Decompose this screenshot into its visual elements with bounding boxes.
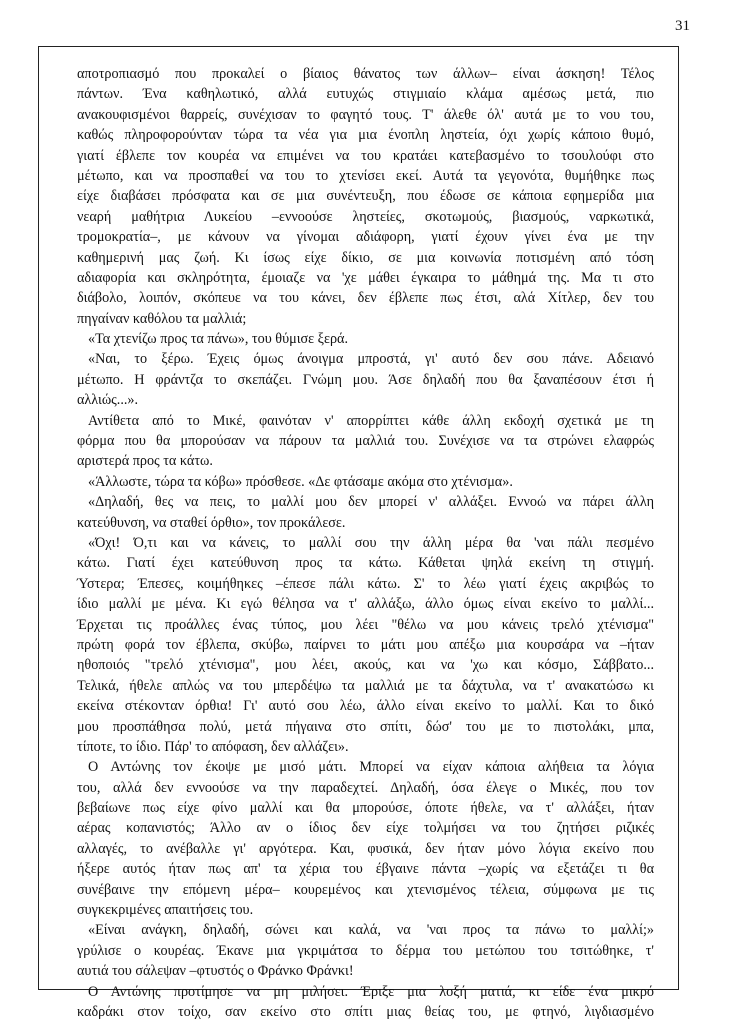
text-line: ανακουφισμένοι θαρρείς, συνέχισαν το φαγητό τους. Τ' άλεθε όλ' αυτά με το νου του, (77, 106, 654, 123)
text-line: πρώτη φορά τον έβλεπα, σκύβω, παίρνει το μάτι μου απέξω μια κουρσάρα να –ήταν (77, 636, 654, 653)
text-line: «Όχι! Ό,τι και να κάνεις, το μαλλί σου την άλλη μέρα θα 'ναι πάλι πεσμένο (88, 534, 654, 551)
text-line: Ο Αντώνης προτίμησε να μη μιλήσει. Έριξε μια λοξή ματιά, κι είδε ένα μικρό (88, 983, 654, 1000)
body-text (77, 64, 654, 1022)
page-number: 31 (675, 18, 690, 34)
text-line: καδράκι στον τοίχο, σαν εκείνο στο σπίτι μιας θείας του, με φτηνό, λιγδιασμένο (77, 1003, 654, 1020)
text-line: κάτω. Γιατί έχει κατεύθυνση προς τα κάτω. Κάθεται ψηλά εκείνη τη στιγμή. (77, 555, 654, 572)
text-line: αέρας κοπανιστός; Άλλο αν ο ίδιος δεν είχε τολμήσει να του ζητήσει ριζικές (77, 820, 654, 837)
text-line: τρομοκρατία–, με κάνουν να γίνομαι αδιάφορη, γιατί έχουν γίνει ένα με την (77, 229, 654, 246)
text-line: «Ναι, το ξέρω. Έχεις όμως άνοιγμα μπροστά, γι' αυτό δεν σου πάνε. Αδειανό (88, 351, 654, 368)
text-line: μέτωπο. Η φράντζα το σκεπάζει. Γνώμη μου. Άσε δηλαδή που θα ξαναπέσουν έτσι ή (77, 371, 654, 388)
text-line: αυτιά του σάλεψαν –φτυστός ο Φράνκο Φράνκι! (77, 963, 354, 980)
text-line: Αντίθετα από το Μικέ, φαινόταν ν' απορρίπτει κάθε άλλη εκδοχή σχετικά με τη (88, 412, 654, 429)
text-line: συγκεκριμένες απαιτήσεις του. (77, 902, 254, 919)
text-line: Έρχεται τις προάλλες ένας τύπος, μου λέει "θέλω να μου κάνεις τρελό χτένισμα" (77, 616, 654, 633)
text-line: αδιαφορία και σκληρότητα, έμοιαζε να 'χε μάθει έγκαιρα το μάθημά της. Μα τι στο (77, 269, 654, 286)
text-line: του, αλλά δεν εννοούσε να την παραδεχτεί. Δηλαδή, όσα έλεγε ο Μικές, που τον (77, 779, 654, 796)
text-line: αριστερά προς τα κάτω. (77, 453, 213, 470)
text-line: «Είναι ανάγκη, δηλαδή, σώνει και καλά, να 'ναι προς τα πάνω το μαλλί;» (88, 922, 654, 939)
text-line: γιατί έβλεπε τον κουρέα να επιμένει να του κρατάει κατεβασμένο το τσουλούφι στο (77, 147, 654, 164)
text-line: «Άλλωστε, τώρα τα κόβω» πρόσθεσε. «Δε φτάσαμε ακόμα στο χτένισμα». (88, 473, 513, 490)
text-line: τίποτε, το ίδιο. Πάρ' το απόφαση, δεν αλλάζει». (77, 738, 349, 755)
text-line: ήξερε αυτός ήταν πως απ' τα χέρια του έβγαινε πάντα –χωρίς να εξετάζει τι θα (77, 861, 654, 878)
text-line: μου προσπάθησα πολύ, μετά πήγαινα στο σπίτι, δώσ' του με το πιστολάκι, μπα, (77, 718, 654, 735)
text-line: ίδιο μαλλί με μένα. Κι εγώ θέλησα να τ' αλλάξω, άλλο όμως είναι εκείνο το μαλλί... (77, 596, 654, 613)
text-line: καθώς πληροφορούνταν τώρα τα νέα για μια ένοπλη ληστεία, όχι χωρίς κάποιο θυμό, (77, 127, 654, 144)
text-line: εκείνα στέκονταν όρθια! Γι' αυτό σου λέω, άλλο είναι εκείνο το μαλλί. Και το δικό (77, 698, 654, 715)
text-line: αλλιώς...». (77, 392, 139, 409)
text-line: Ο Αντώνης τον έκοψε με μισό μάτι. Μπορεί να είχαν κάποια αλήθεια τα λόγια (88, 759, 654, 776)
text-line: καθημερινή μας ζωή. Κι ίσως είχε δίκιο, σε μια κοινωνία ποτισμένη από τόση (77, 249, 654, 266)
text-line: είχε διαβάσει πρόσφατα και σε μια συνέντευξη, που έδωσε σε κάποια εφημερίδα μια (77, 188, 654, 205)
text-line: αποτροπιασμό που προκαλεί ο βίαιος θάνατος των άλλων– είναι άσκηση! Τέλος (77, 66, 654, 82)
text-line: «Δηλαδή, θες να πεις, το μαλλί μου δεν μπορεί ν' αλλάξει. Εννοώ να πάρει άλλη (88, 494, 654, 511)
text-line: νεαρή μαθήτρια Λυκείου –εννοούσε ληστείες, σκοτωμούς, βιασμούς, ναρκωτικά, (77, 208, 654, 225)
text-line: αλλαγές, το ανέβαλλε γι' αργότερα. Και, φυσικά, δεν ήταν μόνο λόγια εκείνο που (77, 840, 654, 857)
text-line: «Τα χτενίζω προς τα πάνω», του θύμισε ξερά. (88, 331, 349, 348)
text-line: πηγαίναν καθόλου τα μαλλιά; (77, 310, 247, 327)
text-line: φόρμα που θα μπορούσαν να πάρουν τα μαλλιά του. Συνέχισε να τα στρώνει ελαφρώς (77, 433, 654, 450)
text-line: βεβαίωνε πως είχε φίνο μαλλί και θα μπορούσε, όποτε ήθελε, να τ' αλλάξει, ήταν (77, 800, 654, 817)
text-line: Τελικά, ήθελε απλώς να του μπερδέψω τα μαλλιά με τα δάχτυλα, να τ' ανακατώσω κι (77, 677, 654, 694)
text-line: κατεύθυνση, να σταθεί όρθιο», τον προκάλεσε. (77, 514, 346, 531)
text-line: συνέβαινε την επόμενη μέρα– κουρεμένος και χτενισμένος τέλεια, σύμφωνα με τις (77, 881, 654, 898)
text-line: ηθοποιός "τρελό χτένισμα", μου λέει, ακούς, και να 'χω και κόσμο, Σάββατο... (77, 657, 654, 674)
text-line: γρύλισε ο κουρέας. Έκανε μια γκριμάτσα το δέρμα του μετώπου του τσιτώθηκε, τ' (77, 942, 654, 959)
text-line: πάντων. Ένα καθηλωτικό, αλλά ευτυχώς στιγμιαίο κλάμα αμέσως μετά, πιο (77, 86, 654, 103)
text-line: μέτωπο, και να προσπαθεί να του το χτενίσει εκεί. Αυτά τα γεγονότα, θυμήθηκε πως (77, 167, 654, 184)
text-line: διάβολο, λοιπόν, σκόπευε να του κάνει, δεν έβλεπε πως έτσι, αλά Χίτλερ, δεν του (77, 290, 654, 307)
text-line: Ύστερα; Έπεσες, κοιμήθηκες –έπεσε πάλι κάτω. Σ' το λέω γιατί έχεις ακριβώς το (77, 575, 654, 592)
